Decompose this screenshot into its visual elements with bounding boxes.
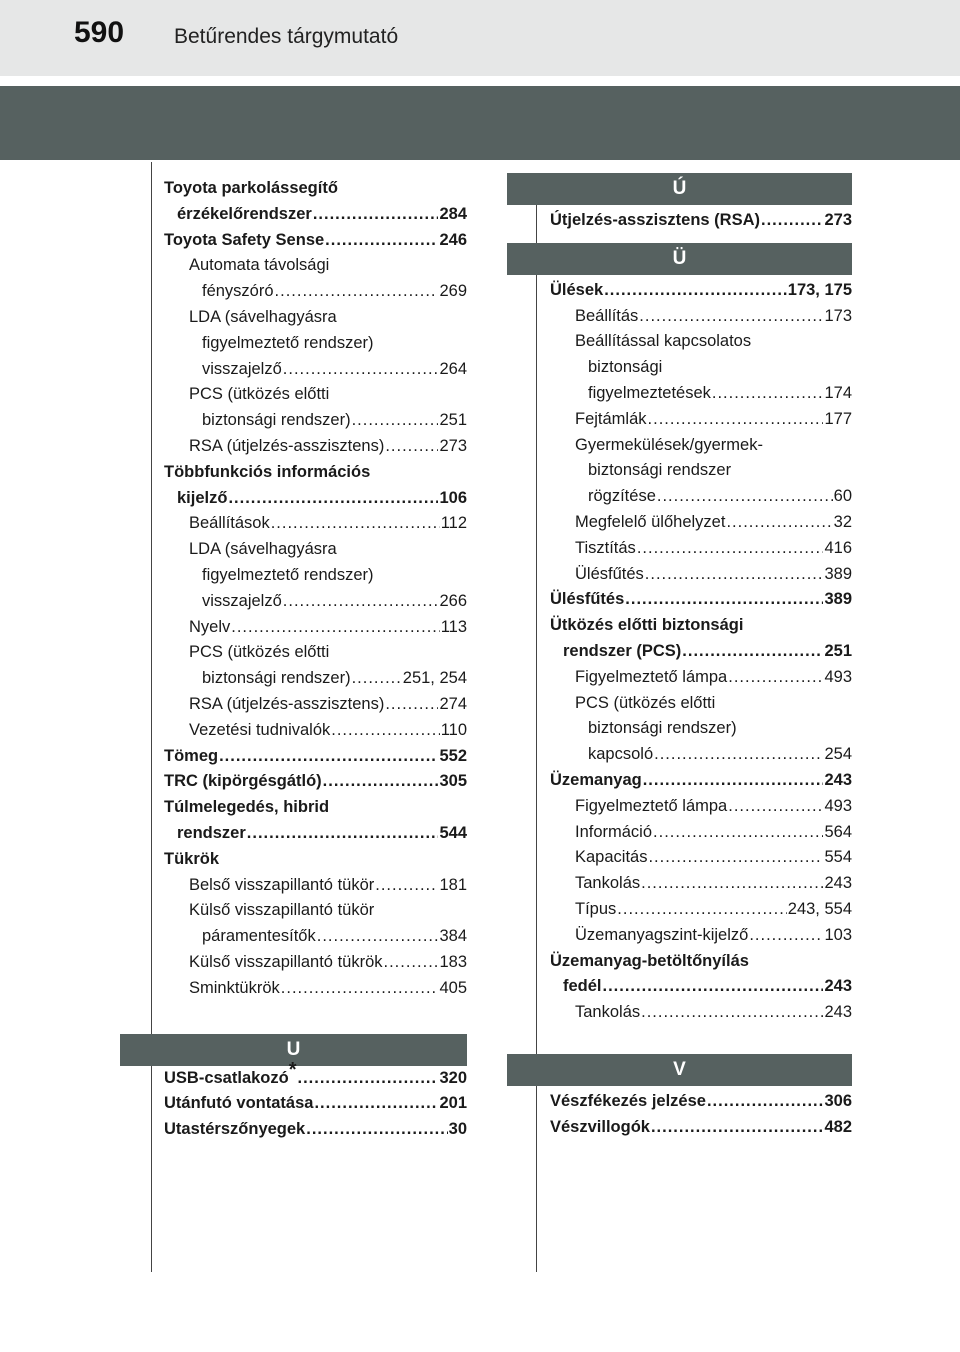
- index-entry: [550, 458, 852, 484]
- index-entry[interactable]: [550, 587, 852, 613]
- index-entry[interactable]: [164, 486, 467, 512]
- column-divider-left: [151, 162, 152, 1272]
- entry-label: érzékelőrendszer: [177, 204, 312, 223]
- index-entry[interactable]: [550, 897, 852, 923]
- index-entry[interactable]: [550, 794, 852, 820]
- entry-label: biztonsági rendszer): [202, 669, 351, 688]
- leader-dots: [728, 794, 823, 820]
- entry-label: PCS (ütközés előtti: [189, 643, 330, 662]
- leader-dots: [313, 202, 439, 228]
- section-header-u: U: [120, 1034, 467, 1066]
- entry-label: Automata távolsági: [189, 256, 330, 275]
- entry-label: páramentesítők: [202, 927, 316, 946]
- index-entry[interactable]: [550, 510, 852, 536]
- index-entry[interactable]: [550, 562, 852, 588]
- entry-label: Információ: [575, 822, 653, 841]
- entry-page[interactable]: 243: [824, 874, 852, 893]
- entry-page[interactable]: 243: [824, 977, 852, 996]
- entry-label: PCS (ütközés előtti: [575, 693, 716, 712]
- entry-label: Üzemanyag-betöltőnyílás: [550, 951, 749, 970]
- entry-page[interactable]: 269: [439, 282, 467, 301]
- leader-dots: [384, 950, 439, 976]
- entry-label: RSA (útjelzés-asszisztens): [189, 694, 385, 713]
- top-header-bar: [0, 0, 960, 76]
- entry-page[interactable]: 251: [824, 641, 852, 660]
- index-entry[interactable]: [550, 665, 852, 691]
- entry-page[interactable]: 174: [824, 383, 852, 402]
- entry-label: Vezetési tudnivalók: [189, 720, 331, 739]
- index-entry[interactable]: [550, 381, 852, 407]
- index-entry: [164, 176, 467, 202]
- entry-label: Fejtámlák: [575, 409, 647, 428]
- entry-label: Gyermekülések/gyermek-: [575, 435, 763, 454]
- index-entry[interactable]: [164, 434, 467, 460]
- entry-page[interactable]: 110: [440, 720, 467, 739]
- entry-label: USB-csatlakozó*: [164, 1058, 297, 1087]
- entry-label: rendszer (PCS): [563, 641, 682, 660]
- section-header-u-umlaut: Ü: [507, 243, 852, 275]
- leader-dots: [645, 562, 824, 588]
- entry-list: [550, 278, 852, 1026]
- leader-dots: [648, 845, 823, 871]
- leader-dots: [298, 1066, 439, 1092]
- entry-label: figyelmeztető rendszer): [202, 565, 374, 584]
- entry-page[interactable]: 320: [439, 1068, 467, 1087]
- entry-label: biztonsági rendszer): [588, 719, 737, 738]
- leader-dots: [325, 228, 438, 254]
- index-entry[interactable]: [164, 744, 467, 770]
- index-entry[interactable]: [550, 1115, 852, 1141]
- entry-list: [550, 208, 852, 234]
- entry-page[interactable]: 201: [439, 1094, 467, 1113]
- entry-page[interactable]: 251, 254: [402, 669, 467, 688]
- leader-dots: [352, 408, 439, 434]
- leader-dots: [648, 407, 824, 433]
- leader-dots: [641, 1000, 823, 1026]
- entry-label: Típus: [575, 899, 617, 918]
- index-entry: [164, 640, 467, 666]
- index-column-left: [164, 176, 467, 1143]
- index-entry[interactable]: [164, 924, 467, 950]
- entry-label: Tankolás: [575, 1003, 641, 1022]
- leader-dots: [281, 976, 439, 1002]
- entry-page[interactable]: 306: [824, 1091, 852, 1110]
- leader-dots: [385, 692, 438, 718]
- entry-label: Belső visszapillantó tükör: [189, 875, 375, 894]
- entry-page[interactable]: 493: [824, 796, 852, 815]
- entry-page[interactable]: 389: [824, 564, 852, 583]
- index-entry: [550, 355, 852, 381]
- entry-page[interactable]: 266: [439, 591, 467, 610]
- index-entry[interactable]: [164, 718, 467, 744]
- entry-page[interactable]: 305: [439, 772, 467, 791]
- entry-page[interactable]: 251: [439, 411, 467, 430]
- entry-page[interactable]: 243: [824, 770, 852, 789]
- entry-label: Megfelelő ülőhelyzet: [575, 512, 726, 531]
- entry-page[interactable]: 173: [824, 306, 852, 325]
- leader-dots: [352, 666, 402, 692]
- leader-dots: [637, 536, 824, 562]
- entry-label: biztonsági rendszer: [588, 461, 732, 480]
- entry-label: Külső visszapillantó tükrök: [189, 952, 383, 971]
- index-entry[interactable]: [164, 976, 467, 1002]
- index-entry[interactable]: [164, 357, 467, 383]
- entry-label: rögzítése: [588, 487, 656, 506]
- leader-dots: [712, 381, 824, 407]
- index-entry[interactable]: [550, 1089, 852, 1115]
- entry-label: Ülésfűtés: [550, 590, 625, 609]
- entry-label: Sminktükrök: [189, 978, 280, 997]
- leader-dots: [331, 718, 439, 744]
- index-entry: [550, 691, 852, 717]
- leader-dots: [219, 744, 438, 770]
- entry-page[interactable]: 389: [824, 590, 852, 609]
- page-number: 590: [74, 16, 125, 49]
- entry-label: Tömeg: [164, 746, 219, 765]
- entry-label: biztonsági: [588, 358, 663, 377]
- leader-dots: [604, 278, 787, 304]
- index-entry[interactable]: [550, 871, 852, 897]
- leader-dots: [728, 665, 823, 691]
- leader-dots: [283, 357, 439, 383]
- entry-label: kapcsoló: [588, 745, 654, 764]
- entry-list: [164, 176, 467, 1002]
- index-entry: [164, 537, 467, 563]
- entry-label: Ütközés előtti biztonsági: [550, 616, 744, 635]
- index-entry[interactable]: [550, 742, 852, 768]
- entry-list: [550, 1089, 852, 1141]
- index-entry[interactable]: [164, 950, 467, 976]
- leader-dots: [317, 924, 439, 950]
- index-entry[interactable]: [550, 278, 852, 304]
- entry-label: Utánfutó vontatása: [164, 1094, 314, 1113]
- entry-label: biztonsági rendszer): [202, 411, 351, 430]
- entry-page[interactable]: 493: [824, 667, 852, 686]
- leader-dots: [247, 821, 439, 847]
- entry-label: RSA (útjelzés-asszisztens): [189, 436, 385, 455]
- entry-page[interactable]: 113: [440, 617, 467, 636]
- entry-label: LDA (sávelhagyásra: [189, 540, 337, 559]
- leader-dots: [385, 434, 438, 460]
- index-entry: [550, 433, 852, 459]
- entry-page[interactable]: 60: [833, 487, 852, 506]
- entry-label: visszajelző: [202, 359, 282, 378]
- entry-label: Üzemanyag: [550, 770, 642, 789]
- entry-page[interactable]: 254: [824, 745, 852, 764]
- entry-page[interactable]: 273: [824, 211, 852, 229]
- column-divider-right: [536, 175, 537, 1272]
- index-entry: [164, 563, 467, 589]
- leader-dots: [283, 589, 439, 615]
- index-entry[interactable]: [550, 768, 852, 794]
- entry-page[interactable]: 243, 554: [787, 899, 852, 918]
- entry-label: fedél: [563, 977, 602, 996]
- leader-dots: [749, 923, 823, 949]
- index-entry[interactable]: [550, 1000, 852, 1026]
- entry-label: Üzemanyagszint-kijelző: [575, 925, 749, 944]
- leader-dots: [314, 1091, 438, 1117]
- index-entry[interactable]: [550, 208, 852, 234]
- entry-label: Tükrök: [164, 849, 220, 868]
- leader-dots: [726, 510, 832, 536]
- entry-page[interactable]: 564: [824, 822, 852, 841]
- entry-page[interactable]: 103: [824, 925, 852, 944]
- leader-dots: [639, 304, 823, 330]
- entry-label: Figyelmeztető lámpa: [575, 796, 728, 815]
- index-entry[interactable]: [164, 408, 467, 434]
- header-band: [0, 86, 960, 160]
- entry-label: Vészvillogók: [550, 1117, 650, 1136]
- entry-label: Tankolás: [575, 874, 641, 893]
- entry-label: Figyelmeztető lámpa: [575, 667, 728, 686]
- leader-dots: [617, 897, 786, 923]
- entry-page[interactable]: 112: [440, 514, 467, 533]
- index-entry[interactable]: [164, 589, 467, 615]
- index-entry[interactable]: [550, 974, 852, 1000]
- index-entry[interactable]: [164, 202, 467, 228]
- page-title: Betűrendes tárgymutató: [174, 25, 399, 48]
- index-entry: [164, 331, 467, 357]
- entry-label: Toyota Safety Sense: [164, 230, 325, 249]
- leader-dots: [707, 1089, 824, 1115]
- index-entry: [164, 253, 467, 279]
- entry-label: Tisztítás: [575, 538, 636, 557]
- entry-page[interactable]: 554: [824, 848, 852, 867]
- entry-label: Ülésfűtés: [575, 564, 644, 583]
- index-entry: [550, 949, 852, 975]
- index-entry[interactable]: [550, 639, 852, 665]
- entry-page[interactable]: 183: [439, 952, 467, 971]
- index-entry[interactable]: [164, 769, 467, 795]
- index-entry[interactable]: [164, 1117, 467, 1143]
- index-entry[interactable]: [550, 407, 852, 433]
- index-entry[interactable]: [550, 845, 852, 871]
- index-entry: [164, 795, 467, 821]
- entry-page[interactable]: 246: [439, 230, 467, 249]
- section-header-u-acute: Ú: [507, 173, 852, 205]
- index-entry[interactable]: [550, 923, 852, 949]
- entry-label: Többfunkciós információs: [164, 462, 371, 481]
- index-entry: [164, 898, 467, 924]
- leader-dots: [603, 974, 824, 1000]
- index-entry[interactable]: [164, 873, 467, 899]
- index-entry[interactable]: [164, 511, 467, 537]
- entry-label: PCS (ütközés előtti: [189, 385, 330, 404]
- index-entry[interactable]: [164, 615, 467, 641]
- leader-dots: [275, 279, 439, 305]
- leader-dots: [651, 1115, 824, 1141]
- index-entry[interactable]: [164, 228, 467, 254]
- leader-dots: [761, 208, 823, 234]
- entry-label: Vészfékezés jelzése: [550, 1091, 706, 1110]
- entry-label: LDA (sávelhagyásra: [189, 307, 337, 326]
- entry-page[interactable]: 416: [824, 538, 852, 557]
- leader-dots: [231, 615, 439, 641]
- entry-label: Toyota parkolássegítő: [164, 179, 338, 197]
- index-entry[interactable]: [550, 536, 852, 562]
- entry-page[interactable]: 482: [824, 1117, 852, 1136]
- entry-label: TRC (kipörgésgátló): [164, 772, 322, 791]
- entry-label: Túlmelegedés, hibrid: [164, 798, 330, 817]
- leader-dots: [306, 1117, 447, 1143]
- entry-label: kijelző: [177, 488, 228, 507]
- index-entry: [164, 305, 467, 331]
- index-entry: [550, 613, 852, 639]
- entry-label: Beállítás: [575, 306, 639, 325]
- entry-page[interactable]: 274: [439, 694, 467, 713]
- index-entry: [550, 329, 852, 355]
- index-entry[interactable]: [550, 820, 852, 846]
- asterisk-mark: *: [288, 1058, 297, 1081]
- entry-page[interactable]: 181: [439, 875, 467, 894]
- leader-dots: [323, 769, 439, 795]
- index-entry[interactable]: [164, 821, 467, 847]
- leader-dots: [375, 873, 438, 899]
- entry-label: visszajelző: [202, 591, 282, 610]
- entry-label: Beállítások: [189, 514, 270, 533]
- leader-dots: [682, 639, 823, 665]
- entry-label: Nyelv: [189, 617, 231, 636]
- entry-label: rendszer: [177, 823, 246, 842]
- leader-dots: [653, 820, 823, 846]
- entry-label: Kapacitás: [575, 848, 648, 867]
- entry-label: figyelmeztetések: [588, 383, 711, 402]
- entry-page[interactable]: 405: [439, 978, 467, 997]
- entry-page[interactable]: 106: [439, 488, 467, 507]
- entry-page[interactable]: 552: [439, 746, 467, 765]
- entry-label: Külső visszapillantó tükör: [189, 901, 375, 920]
- index-entry: [164, 460, 467, 486]
- entry-page[interactable]: 30: [448, 1120, 467, 1139]
- entry-list: [164, 1091, 467, 1143]
- leader-dots: [654, 742, 823, 768]
- entry-label: figyelmeztető rendszer): [202, 333, 374, 352]
- entry-label: fényszóró: [202, 282, 274, 301]
- index-column-right: [550, 173, 852, 1141]
- index-entry[interactable]: [550, 304, 852, 330]
- entry-label: Útjelzés-asszisztens (RSA): [550, 211, 760, 229]
- index-entry: [164, 847, 467, 873]
- index-entry: [164, 382, 467, 408]
- index-entry[interactable]: [164, 692, 467, 718]
- leader-dots: [271, 511, 440, 537]
- entry-page[interactable]: 173, 175: [787, 280, 852, 299]
- index-entry[interactable]: [164, 666, 467, 692]
- entry-page[interactable]: 32: [833, 512, 852, 531]
- index-entry-usb[interactable]: [164, 1058, 467, 1092]
- leader-dots: [228, 486, 438, 512]
- leader-dots: [625, 587, 823, 613]
- entry-page[interactable]: 544: [439, 823, 467, 842]
- leader-dots: [643, 768, 824, 794]
- entry-page[interactable]: 384: [439, 927, 467, 946]
- section-header-v: V: [507, 1054, 852, 1086]
- entry-label: Ülések: [550, 280, 604, 299]
- entry-page[interactable]: 264: [439, 359, 467, 378]
- entry-page[interactable]: 284: [439, 204, 467, 223]
- leader-dots: [657, 484, 833, 510]
- leader-dots: [641, 871, 823, 897]
- index-entry[interactable]: [164, 279, 467, 305]
- entry-label: Beállítással kapcsolatos: [575, 332, 752, 351]
- index-entry[interactable]: [550, 484, 852, 510]
- index-entry: [550, 716, 852, 742]
- entry-page[interactable]: 243: [824, 1003, 852, 1022]
- entry-page[interactable]: 177: [824, 409, 852, 428]
- index-entry[interactable]: [164, 1091, 467, 1117]
- entry-page[interactable]: 273: [439, 436, 467, 455]
- entry-label: Utastérszőnyegek: [164, 1120, 306, 1139]
